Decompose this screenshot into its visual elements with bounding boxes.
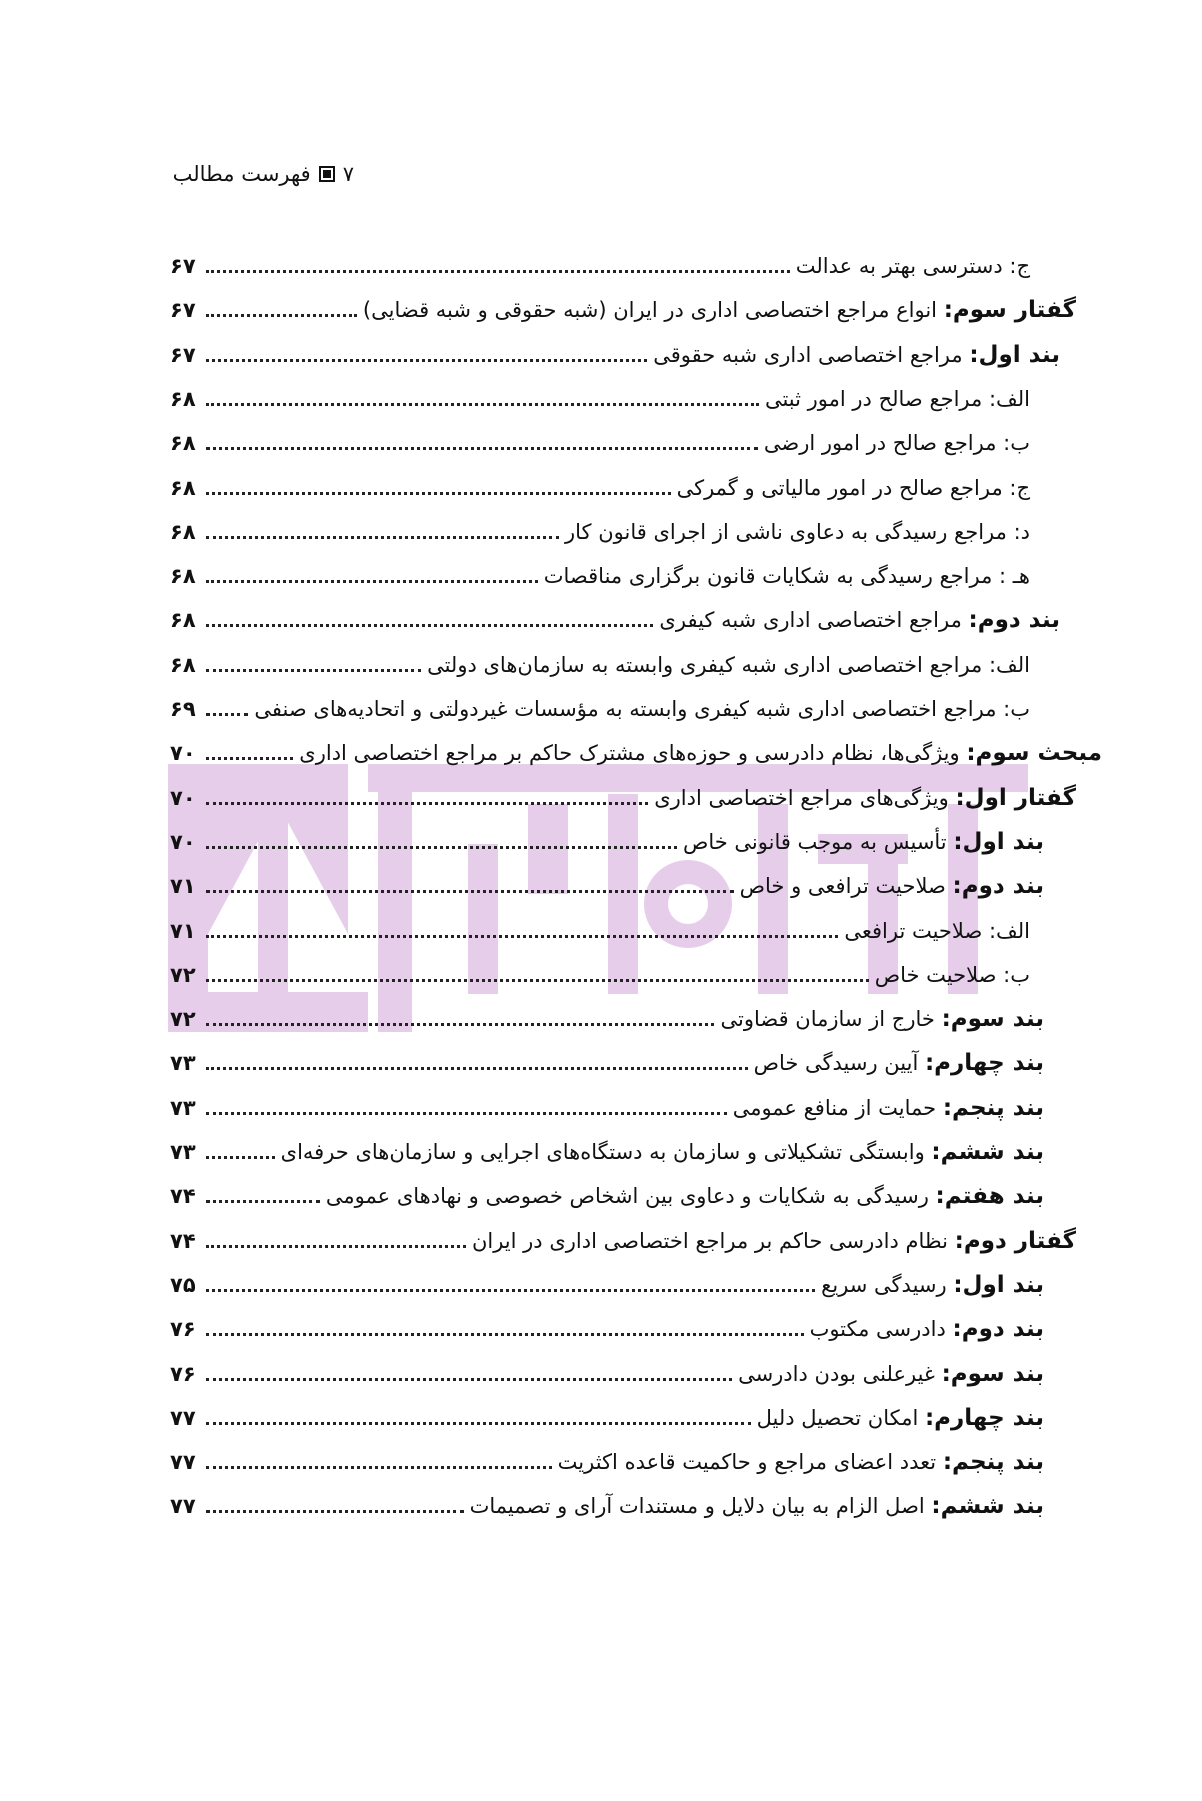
dot-leader — [206, 270, 790, 273]
toc-entry[interactable] — [170, 1170, 1044, 1210]
dot-leader — [206, 403, 759, 406]
toc-entry[interactable] — [170, 772, 1076, 812]
toc-entry-heading-label: بند ششم: — [931, 1493, 1044, 1520]
toc-entry-heading-label: مبحث سوم: — [966, 740, 1102, 767]
toc-entry-title — [326, 1182, 1044, 1210]
toc-entry-title — [810, 1315, 1044, 1343]
toc-entry-title — [427, 651, 1030, 679]
toc-entry-text: د: مراجع رسیدگی به دعاوی ناشی از اجرای قانون کار — [565, 519, 1030, 544]
toc-entry-page-number: ۷۵ — [170, 1272, 196, 1297]
toc-entry[interactable] — [170, 860, 1044, 900]
header-page-number: ۷ — [342, 162, 354, 186]
toc-entry-page-number: ۷۶ — [170, 1361, 196, 1386]
toc-entry-page-number: ۷۰ — [170, 829, 196, 854]
toc-entry[interactable] — [170, 462, 1030, 502]
toc-entry-page-number: ۶۷ — [170, 298, 196, 323]
toc-entry-title — [558, 1448, 1044, 1476]
toc-entry[interactable] — [170, 329, 1060, 369]
toc-entry-title — [821, 1271, 1044, 1299]
dot-leader — [206, 1245, 466, 1248]
toc-entry-title — [654, 784, 1076, 812]
toc-entry-page-number: ۷۶ — [170, 1317, 196, 1342]
toc-entry-title — [677, 474, 1030, 502]
toc-entry-heading-label: گفتار اول: — [955, 784, 1076, 811]
toc-entry[interactable] — [170, 1348, 1044, 1388]
toc-entry-title — [765, 385, 1030, 413]
dot-leader — [206, 447, 758, 450]
toc-entry-title — [653, 341, 1060, 369]
toc-entry-text: رسیدگی به شکایات و دعاوی بین اشخاص خصوصی و نهادهای عمومی — [325, 1184, 929, 1209]
dot-leader — [206, 536, 559, 539]
toc-entry[interactable] — [170, 1037, 1044, 1077]
toc-entry-page-number: ۷۷ — [170, 1405, 196, 1430]
toc-entry-text: ب: مراجع صالح در امور ارضی — [763, 431, 1030, 456]
toc-entry-text: ویژگی‌های مراجع اختصاصی اداری — [654, 785, 949, 810]
toc-entry-heading-label: بند چهارم: — [924, 1404, 1044, 1431]
toc-entry-page-number: ۷۰ — [170, 741, 196, 766]
toc-entry-heading-label: بند چهارم: — [924, 1050, 1044, 1077]
toc-entry[interactable] — [170, 1082, 1044, 1122]
toc-entry-page-number: ۶۸ — [170, 475, 196, 500]
toc-entry-page-number: ۶۷ — [170, 254, 196, 278]
toc-entry-heading-label: بند هفتم: — [935, 1183, 1044, 1210]
toc-entry-heading-label: بند پنجم: — [942, 1094, 1044, 1121]
toc-entry-heading-label: بند دوم: — [952, 1316, 1044, 1343]
toc-entry[interactable] — [170, 240, 1030, 280]
toc-entry-page-number: ۷۰ — [170, 785, 196, 810]
toc-entry-text: هـ : مراجع رسیدگی به شکایات قانون برگزاری مناقصات — [543, 564, 1030, 589]
toc-entry-title — [472, 1227, 1076, 1255]
toc-entry-text: انواع مراجع اختصاصی اداری در ایران (شبه حقوقی و شبه قضایی) — [362, 298, 938, 323]
toc-entry-page-number: ۷۱ — [170, 874, 196, 899]
toc-entry[interactable] — [170, 1126, 1044, 1166]
toc-entry[interactable] — [170, 1480, 1044, 1520]
toc-entry[interactable] — [170, 1259, 1044, 1299]
toc-entry[interactable] — [170, 727, 1102, 767]
dot-leader — [206, 1112, 727, 1115]
dot-leader — [206, 624, 653, 627]
toc-entry-text: دادرسی مکتوب — [809, 1317, 946, 1342]
toc-entry-title — [754, 1049, 1044, 1077]
toc-entry-heading-label: بند دوم: — [968, 607, 1060, 634]
toc-entry-text: خارج از سازمان قضاوتی — [720, 1007, 935, 1032]
toc-entry-text: ج: مراجع صالح در امور مالیاتی و گمرکی — [676, 475, 1030, 500]
toc-entry-title — [844, 917, 1030, 945]
toc-entry[interactable] — [170, 1436, 1044, 1476]
toc-entry-text: تعدد اعضای مراجع و حاکمیت قاعده اکثریت — [557, 1450, 937, 1475]
toc-entry-page-number: ۷۳ — [170, 1051, 196, 1076]
toc-entry-heading-label: گفتار سوم: — [943, 297, 1076, 324]
toc-entry-text: رسیدگی سریع — [821, 1272, 947, 1297]
toc-entry[interactable] — [170, 639, 1030, 679]
toc-entry-text: ج: دسترسی بهتر به عدالت — [795, 254, 1030, 278]
toc-entry-text: مراجع اختصاصی اداری شبه حقوقی — [653, 342, 963, 367]
toc-entry-heading-label: بند ششم: — [931, 1139, 1044, 1165]
toc-entry-page-number: ۷۴ — [170, 1228, 196, 1253]
toc-entry-page-number: ۶۸ — [170, 431, 196, 456]
toc-entry-heading-label: بند سوم: — [941, 1360, 1044, 1387]
toc-entry-title — [544, 562, 1030, 590]
toc-entry-title — [796, 252, 1030, 280]
toc-entry-text: مراجع اختصاصی اداری شبه کیفری — [659, 608, 962, 633]
toc-entry[interactable] — [170, 816, 1044, 856]
toc-entry-text: ب: مراجع اختصاصی اداری شبه کیفری وابسته به مؤسسات غیردولتی و اتحادیه‌های صنفی — [254, 697, 1030, 721]
toc-entry-text: غیرعلنی بودن دادرسی — [738, 1361, 935, 1386]
toc-entry-text: اصل الزام به بیان دلایل و مستندات آرای و تصمیمات — [469, 1494, 925, 1519]
toc-entry-page-number: ۷۳ — [170, 1095, 196, 1120]
toc-entry-page-number: ۷۷ — [170, 1494, 196, 1519]
toc-entry[interactable] — [170, 373, 1030, 413]
toc-entry[interactable] — [170, 1392, 1044, 1432]
toc-entry-title — [659, 606, 1060, 634]
running-header — [173, 162, 354, 186]
toc-entry[interactable] — [170, 1215, 1076, 1255]
dot-leader — [206, 1333, 804, 1336]
toc-entry-text: ب: صلاحیت خاص — [874, 962, 1030, 987]
dot-leader — [206, 846, 677, 849]
toc-entry-title — [738, 1360, 1044, 1388]
toc-entry-page-number: ۶۸ — [170, 608, 196, 633]
toc-entry-heading-label: بند سوم: — [941, 1006, 1044, 1033]
toc-entry-heading-label: بند اول: — [969, 341, 1060, 368]
square-bullet-icon — [319, 166, 335, 182]
dot-leader — [206, 359, 647, 362]
toc-entry-title — [875, 961, 1030, 989]
dot-leader — [206, 890, 734, 893]
toc-entry-page-number: ۶۸ — [170, 652, 196, 677]
toc-entry[interactable] — [170, 594, 1060, 634]
toc-entry-title — [740, 872, 1044, 900]
toc-entry-text: نظام دادرسی حاکم بر مراجع اختصاصی اداری در ایران — [471, 1228, 948, 1253]
toc-entry-heading-label: بند دوم: — [952, 873, 1044, 900]
dot-leader — [206, 713, 248, 716]
toc-entry-text: صلاحیت ترافعی و خاص — [739, 874, 946, 899]
toc-entry[interactable] — [170, 905, 1030, 945]
toc-entry-heading-label: گفتار دوم: — [954, 1227, 1076, 1254]
toc-entry[interactable] — [170, 284, 1076, 324]
toc-entry-text: الف: صلاحیت ترافعی — [844, 918, 1030, 943]
toc-entry-text: الف: مراجع صالح در امور ثبتی — [764, 386, 1030, 411]
dot-leader — [206, 1156, 275, 1159]
header-title: فهرست مطالب — [172, 162, 311, 186]
toc-entry[interactable] — [170, 993, 1044, 1033]
dot-leader — [206, 1378, 732, 1381]
toc-entry[interactable] — [170, 506, 1030, 546]
dot-leader — [206, 1466, 552, 1469]
toc-entry-page-number: ۶۸ — [170, 564, 196, 589]
toc-entry-page-number: ۶۸ — [170, 386, 196, 411]
dot-leader — [206, 979, 869, 982]
toc-entry-heading-label: بند پنجم: — [942, 1449, 1044, 1476]
toc-entry-heading-label: بند اول: — [953, 828, 1044, 855]
toc-entry[interactable] — [170, 550, 1030, 590]
dot-leader — [206, 757, 293, 760]
toc-entry-title — [281, 1138, 1044, 1166]
toc-entry-title — [764, 429, 1030, 457]
toc-entry-page-number: ۷۳ — [170, 1140, 196, 1164]
toc-entry-text: ویژگی‌ها، نظام دادرسی و حوزه‌های مشترک حاکم بر مراجع اختصاصی اداری — [299, 741, 960, 766]
toc-entry-page-number: ۶۸ — [170, 519, 196, 544]
toc-entry-title — [720, 1005, 1044, 1033]
dot-leader — [206, 314, 357, 317]
toc-entry-text: آیین رسیدگی خاص — [753, 1051, 919, 1076]
dot-leader — [206, 802, 648, 805]
toc-entry-text: تأسیس به موجب قانونی خاص — [682, 829, 947, 854]
toc-entry-page-number: ۶۹ — [170, 697, 196, 721]
toc-entry-heading-label: بند اول: — [953, 1271, 1044, 1298]
toc-entry-page-number: ۷۱ — [170, 918, 196, 943]
dot-leader — [206, 1289, 815, 1292]
toc-entry[interactable] — [170, 417, 1030, 457]
toc-entry-text: حمایت از منافع عمومی — [732, 1095, 937, 1120]
toc-entry-page-number: ۷۲ — [170, 962, 196, 987]
dot-leader — [206, 580, 538, 583]
toc-entry-page-number: ۷۷ — [170, 1450, 196, 1475]
dot-leader — [206, 669, 421, 672]
toc-entry-title — [565, 518, 1030, 546]
toc-entry[interactable] — [170, 683, 1030, 723]
toc-entry-text: امکان تحصیل دلیل — [756, 1405, 919, 1430]
dot-leader — [206, 1023, 714, 1026]
dot-leader — [206, 1510, 464, 1513]
toc-entry-title — [470, 1492, 1044, 1520]
toc-entry-text: الف: مراجع اختصاصی اداری شبه کیفری وابسته به سازمان‌های دولتی — [427, 652, 1030, 677]
toc-entry-page-number: ۷۲ — [170, 1007, 196, 1032]
toc-entry-title — [757, 1404, 1044, 1432]
toc-entry-title — [299, 739, 1102, 767]
toc-entry-page-number: ۷۴ — [170, 1184, 196, 1209]
dot-leader — [206, 935, 838, 938]
toc-entry-title — [363, 296, 1076, 324]
toc-entry-text: وابستگی تشکیلاتی و سازمان به دستگاه‌های اجرایی و سازمان‌های حرفه‌ای — [280, 1140, 925, 1164]
toc-entry-title — [683, 828, 1044, 856]
toc-entry-title — [254, 695, 1030, 723]
toc-entry-page-number: ۶۷ — [170, 342, 196, 367]
dot-leader — [206, 492, 671, 495]
dot-leader — [206, 1200, 320, 1203]
toc-entry[interactable] — [170, 949, 1030, 989]
toc-entry[interactable] — [170, 1303, 1044, 1343]
dot-leader — [206, 1422, 751, 1425]
dot-leader — [206, 1067, 748, 1070]
toc-entry-title — [733, 1094, 1044, 1122]
